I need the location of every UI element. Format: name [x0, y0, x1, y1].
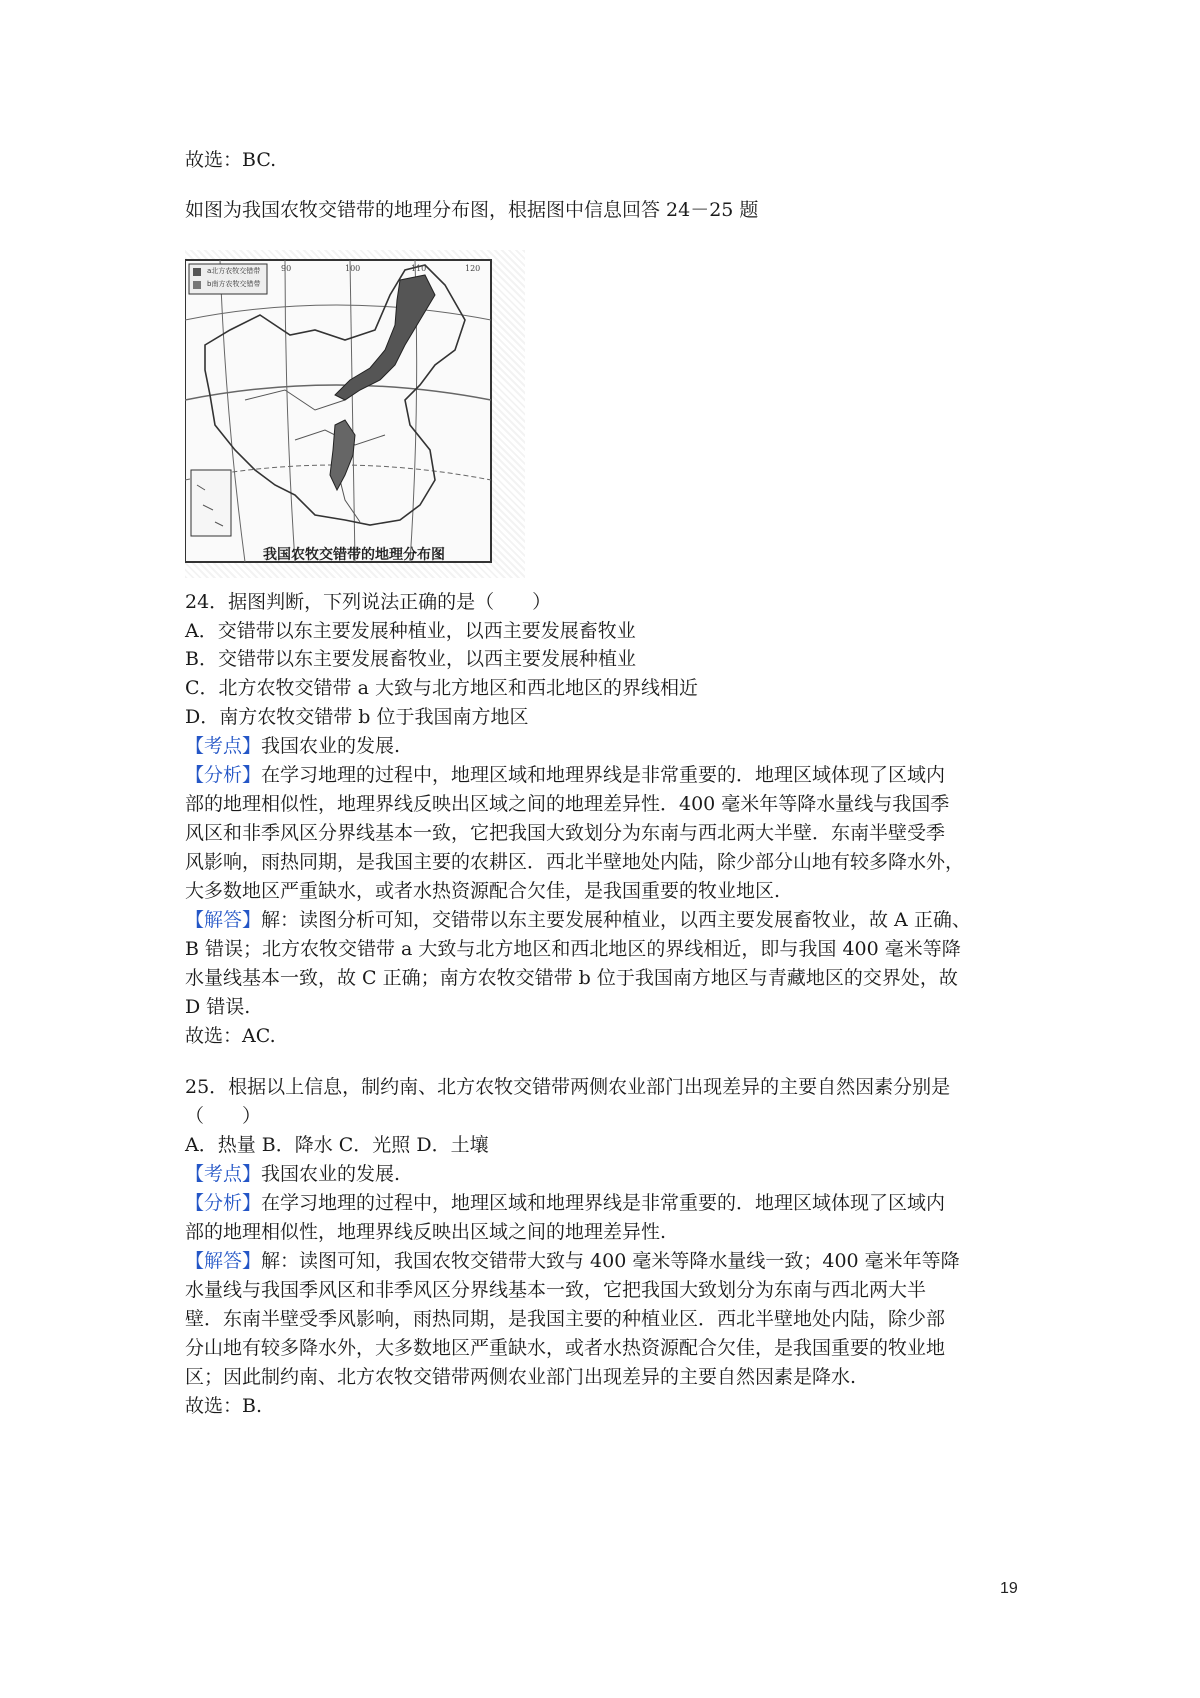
q24-option-b: B．交错带以东主要发展畜牧业，以西主要发展种植业: [185, 648, 636, 670]
q24-jieda-line-2: B 错误；北方农牧交错带 a 大致与北方地区和西北地区的界线相近，即与我国 400 毫米等降: [185, 938, 961, 960]
q25-options: A．热量 B．降水 C．光照 D．土壤: [185, 1134, 489, 1156]
q24-jieda-text-1: 解：读图分析可知，交错带以东主要发展种植业，以西主要发展畜牧业，故 A 正确、: [261, 909, 971, 931]
q24-kaodian: [185, 733, 400, 760]
q25-answer: 故选：B.: [185, 1395, 263, 1417]
q24-option-a: A．交错带以东主要发展种植业，以西主要发展畜牧业: [185, 620, 636, 642]
lon-label-110: 110: [411, 264, 427, 273]
previous-answer: 故选：BC.: [185, 149, 277, 171]
page-number: 19: [1000, 1580, 1018, 1597]
q25-fenxi-text-1: 在学习地理的过程中，地理区域和地理界线是非常重要的．地理区域体现了区域内: [261, 1192, 946, 1214]
lon-label-90: 90: [281, 264, 292, 273]
q24-jieda-line-4: D 错误.: [185, 996, 251, 1018]
q25-jieda-line-1: [185, 1248, 960, 1275]
q25-jieda-text-1: 解：读图可知，我国农牧交错带大致与 400 毫米等降水量线一致；400 毫米年等降: [261, 1250, 960, 1272]
lon-label-120: 120: [465, 264, 481, 273]
map-drawing: [185, 250, 525, 578]
legend-b: b南方农牧交错带: [207, 280, 261, 288]
q25-jieda-line-5: 区；因此制约南、北方农牧交错带两侧农业部门出现差异的主要自然因素是降水.: [185, 1366, 857, 1388]
q24-fenxi-text-1: 在学习地理的过程中，地理区域和地理界线是非常重要的．地理区域体现了区域内: [261, 764, 946, 786]
q24-fenxi-line-2: 部的地理相似性，地理界线反映出区域之间的地理差异性．400 毫米年等降水量线与我国季: [185, 793, 950, 815]
legend-a: a北方农牧交错带: [207, 267, 261, 275]
q25-kaodian: [185, 1161, 400, 1188]
q24-answer: 故选：AC.: [185, 1025, 276, 1047]
map-caption: 我国农牧交错带的地理分布图: [263, 547, 445, 563]
q24-jieda-line-1: [185, 907, 971, 934]
q25-fenxi-line-1: [185, 1190, 945, 1217]
q24-option-c: C．北方农牧交错带 a 大致与北方地区和西北地区的界线相近: [185, 677, 698, 699]
q24-fenxi-line-3: 风区和非季风区分界线基本一致，它把我国大致划分为东南与西北两大半壁．东南半壁受季: [185, 822, 946, 844]
q24-fenxi-line-1: [185, 762, 945, 789]
q24-kaodian-text: 我国农业的发展.: [261, 735, 401, 757]
q25-fenxi-line-2: 部的地理相似性，地理界线反映出区域之间的地理差异性.: [185, 1221, 667, 1243]
q24-kaodian-tag: 【考点】: [185, 735, 262, 757]
q25-jieda-tag: 【解答】: [185, 1250, 262, 1272]
q24-option-d: D．南方农牧交错带 b 位于我国南方地区: [185, 706, 529, 728]
q24-jieda-tag: 【解答】: [185, 909, 262, 931]
q25-kaodian-text: 我国农业的发展.: [261, 1163, 401, 1185]
q25-stem-line-1: 25．根据以上信息，制约南、北方农牧交错带两侧农业部门出现差异的主要自然因素分别是: [185, 1076, 951, 1098]
q24-stem: 24．据图判断，下列说法正确的是（ ）: [185, 591, 552, 613]
q25-fenxi-tag: 【分析】: [185, 1192, 262, 1214]
q25-stem-line-2: （ ）: [185, 1105, 262, 1127]
q24-fenxi-tag: 【分析】: [185, 764, 262, 786]
q25-jieda-line-2: 水量线与我国季风区和非季风区分界线基本一致，它把我国大致划分为东南与西北两大半: [185, 1279, 927, 1301]
q25-kaodian-tag: 【考点】: [185, 1163, 262, 1185]
lon-label-100: 100: [345, 264, 361, 273]
q24-fenxi-line-4: 风影响，雨热同期，是我国主要的农耕区．西北半壁地处内陆，除少部分山地有较多降水外，: [185, 851, 965, 873]
q24-fenxi-line-5: 大多数地区严重缺水，或者水热资源配合欠佳，是我国重要的牧业地区.: [185, 880, 781, 902]
q25-jieda-line-4: 分山地有较多降水外，大多数地区严重缺水，或者水热资源配合欠佳，是我国重要的牧业地: [185, 1337, 946, 1359]
question-intro: 如图为我国农牧交错带的地理分布图，根据图中信息回答 24－25 题: [185, 199, 759, 221]
farming-pastoral-map: [185, 250, 525, 578]
q24-jieda-line-3: 水量线基本一致，故 C 正确；南方农牧交错带 b 位于我国南方地区与青藏地区的交界处，故: [185, 967, 958, 989]
q25-jieda-line-3: 壁．东南半壁受季风影响，雨热同期，是我国主要的种植业区．西北半壁地处内陆，除少部: [185, 1308, 946, 1330]
